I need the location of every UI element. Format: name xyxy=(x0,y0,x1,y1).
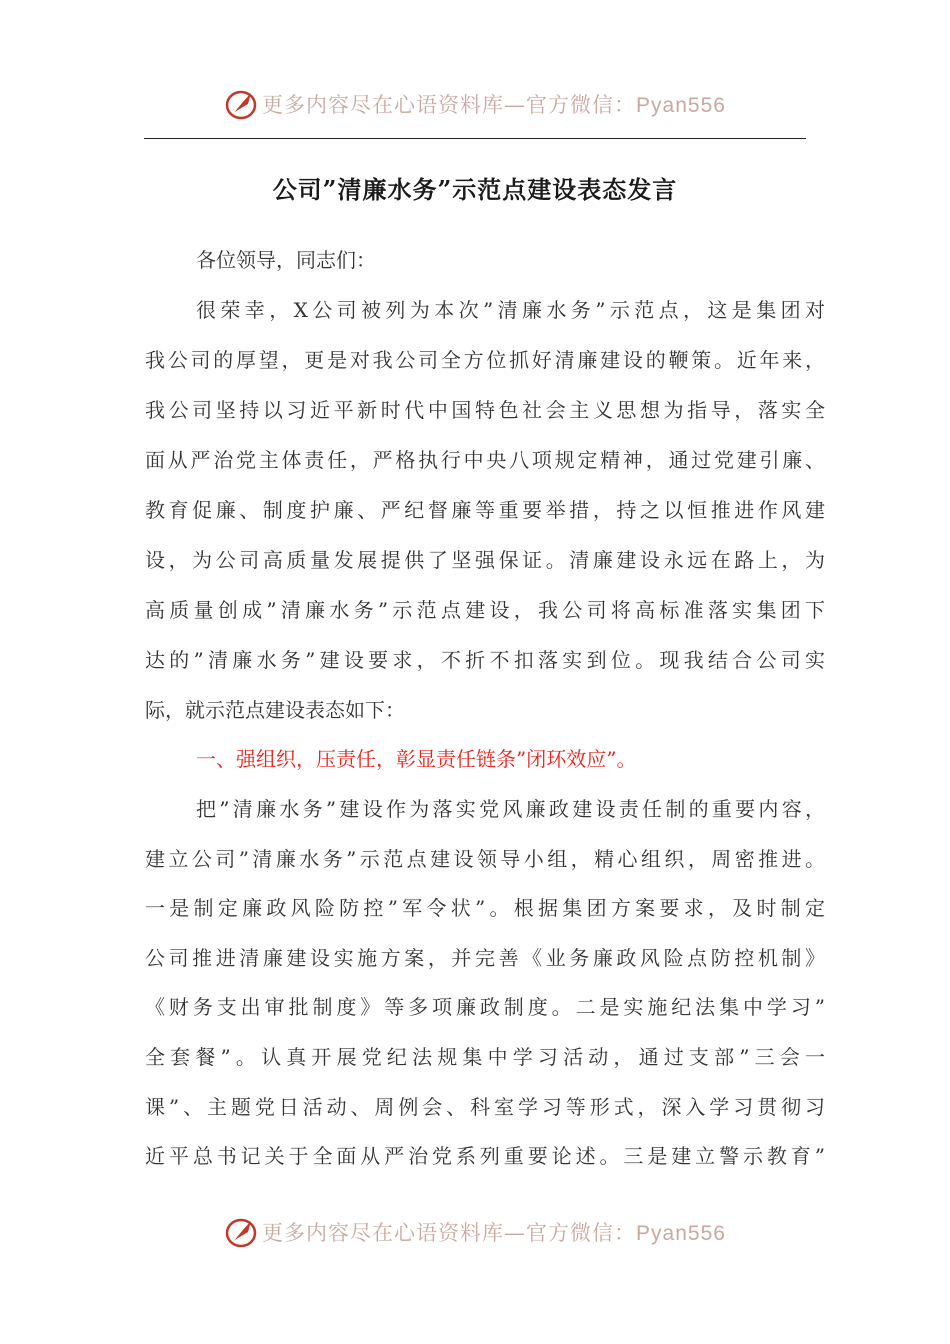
header-divider xyxy=(144,138,806,139)
document-title: 公司”清廉水务”示范点建设表态发言 xyxy=(272,175,678,204)
quill-pen-logo-icon xyxy=(224,87,258,121)
paragraph-line: 高质量创成”清廉水务”示范点建设，我公司将高标准落实集团下 xyxy=(145,598,825,622)
banner-wechat-id: Pyan556 xyxy=(636,1222,726,1245)
paragraph-line: 公司推进清廉建设实施方案，并完善《业务廉政风险点防控机制》 xyxy=(145,946,825,970)
paragraph-line: 建立公司”清廉水务”示范点建设领导小组，精心组织，周密推进。 xyxy=(145,847,825,871)
section-heading: 一、强组织，压责任，彰显责任链条”闭环效应”。 xyxy=(196,747,637,771)
salutation: 各位领导，同志们： xyxy=(196,248,376,272)
banner-text xyxy=(262,89,726,119)
paragraph-line: 把”清廉水务”建设作为落实党风廉政建设责任制的重要内容， xyxy=(196,797,825,821)
banner-message: 更多内容尽在心语资料库—官方微信： xyxy=(262,1221,637,1245)
paragraph-line: 面从严治党主体责任，严格执行中央八项规定精神，通过党建引廉、 xyxy=(145,448,825,472)
paragraph-line: 我公司的厚望，更是对我公司全方位抓好清廉建设的鞭策。近年来， xyxy=(145,348,825,372)
paragraph-line: 课”、主题党日活动、周例会、科室学习等形式，深入学习贯彻习 xyxy=(145,1095,825,1119)
paragraph-line: 《财务支出审批制度》等多项廉政制度。二是实施纪法集中学习” xyxy=(145,995,825,1019)
quill-pen-logo-icon xyxy=(224,1215,258,1249)
paragraph-line: 设，为公司高质量发展提供了坚强保证。清廉建设永远在路上，为 xyxy=(145,548,825,572)
paragraph-line: 近平总书记关于全面从严治党系列重要论述。三是建立警示教育” xyxy=(145,1144,825,1168)
paragraph-line: 我公司坚持以习近平新时代中国特色社会主义思想为指导，落实全 xyxy=(145,398,825,422)
banner-text xyxy=(262,1217,726,1247)
header-banner xyxy=(0,84,950,124)
paragraph-line: 教育促廉、制度护廉、严纪督廉等重要举措，持之以恒推进作风建 xyxy=(145,498,825,522)
paragraph-line: 很荣幸，X公司被列为本次”清廉水务”示范点，这是集团对 xyxy=(196,298,825,322)
banner-message: 更多内容尽在心语资料库—官方微信： xyxy=(262,93,637,117)
paragraph-line: 一是制定廉政风险防控”军令状”。根据集团方案要求，及时制定 xyxy=(145,896,825,920)
paragraph-line: 全套餐”。认真开展党纪法规集中学习活动，通过支部”三会一 xyxy=(145,1045,825,1069)
paragraph-line: 达的”清廉水务”建设要求，不折不扣落实到位。现我结合公司实 xyxy=(145,648,825,672)
footer-banner xyxy=(0,1212,950,1252)
paragraph-line: 际，就示范点建设表态如下： xyxy=(145,698,405,722)
banner-wechat-id: Pyan556 xyxy=(636,94,726,117)
